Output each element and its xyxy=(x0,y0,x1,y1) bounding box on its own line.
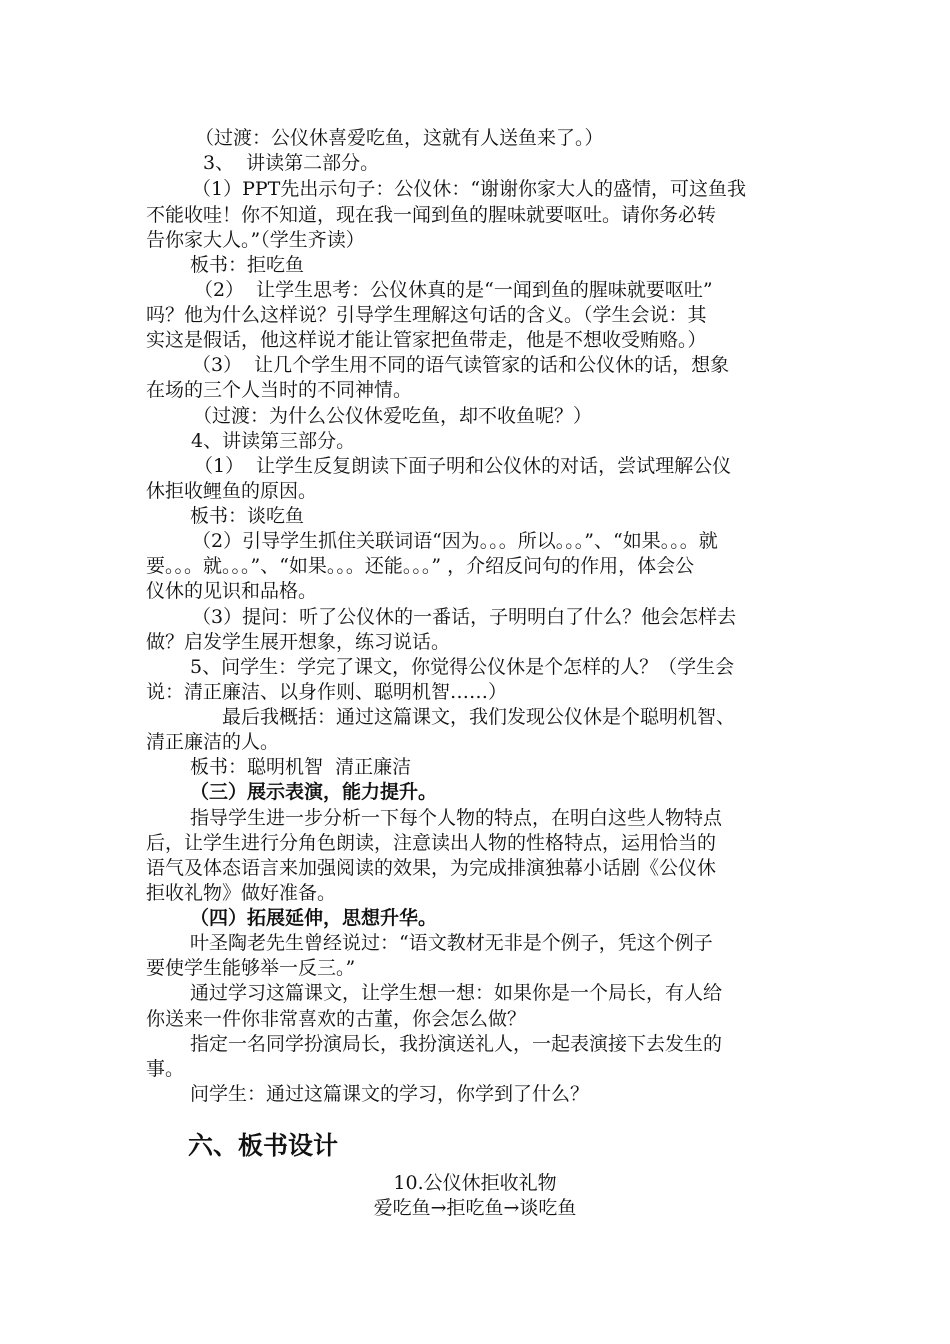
text-line: 做？启发学生展开想象，练习说话。 xyxy=(146,631,451,653)
text-line: 板书：拒吃鱼 xyxy=(190,254,305,276)
text-line: 语气及体态语言来加强阅读的效果，为完成排演独幕小话剧《公仪休 xyxy=(146,857,717,879)
text-line: 清正廉洁的人。 xyxy=(146,731,280,753)
text-line: （2）引导学生抓住关联词语“因为。。。所以。。。”、“如果。。。就 xyxy=(192,530,718,552)
subsection-heading: （三）展示表演，能力提升。 xyxy=(190,781,438,803)
text-line: 叶圣陶老先生曾经说过：“语文教材无非是个例子，凭这个例子 xyxy=(190,932,713,954)
text-line: 休拒收鲤鱼的原因。 xyxy=(146,480,318,502)
text-line: 仪休的见识和品格。 xyxy=(146,580,318,602)
text-line: 你送来一件你非常喜欢的古董，你会怎么做？ xyxy=(146,1008,527,1030)
text-line: （1） 让学生反复朗读下面子明和公仪休的对话，尝试理解公仪 xyxy=(194,455,732,477)
text-line: （1）PPT先出示句子：公仪休：“谢谢你家大人的盛情，可这鱼我 xyxy=(192,178,747,200)
text-line: 说：清正廉洁、以身作则、聪明机智……） xyxy=(146,681,508,703)
text-line: 3、 讲读第二部分。 xyxy=(203,152,380,174)
text-line: 板书：谈吃鱼 xyxy=(190,505,305,527)
text-line: 告你家大人。”（学生齐读） xyxy=(146,229,365,251)
text-line: 问学生：通过这篇课文的学习，你学到了什么？ xyxy=(190,1083,590,1105)
subsection-heading: （四）拓展延伸，思想升华。 xyxy=(190,907,438,929)
text-line: 实这是假话，他这样说才能让管家把鱼带走，他是不想收受贿赂。） xyxy=(146,329,707,351)
text-line: 板书：聪明机智 清正廉洁 xyxy=(190,756,412,778)
text-line: 吗？他为什么这样说？引导学生理解这句话的含义。（学生会说：其 xyxy=(146,304,707,326)
text-line: （2） 让学生思考：公仪休真的是“一闻到鱼的腥味就要呕吐” xyxy=(194,279,713,301)
text-line: 4、讲读第三部分。 xyxy=(191,430,356,452)
text-line: （3） 让几个学生用不同的语气读管家的话和公仪休的话，想象 xyxy=(192,354,730,376)
text-line: （过渡：公仪休喜爱吃鱼，这就有人送鱼来了。） xyxy=(195,127,604,149)
text-line: 事。 xyxy=(146,1058,185,1080)
board-flow: 爱吃鱼→拒吃鱼→谈吃鱼 xyxy=(373,1197,577,1219)
text-line: （3）提问：听了公仪休的一番话，子明明白了什么？他会怎样去 xyxy=(192,606,737,628)
text-line: 拒收礼物》做好准备。 xyxy=(146,882,337,904)
text-line: 通过学习这篇课文，让学生想一想：如果你是一个局长，有人给 xyxy=(190,982,723,1004)
text-line: 5、问学生：学完了课文，你觉得公仪休是个怎样的人？（学生会 xyxy=(190,656,735,678)
text-line: 后，让学生进行分角色朗读，注意读出人物的性格特点，运用恰当的 xyxy=(146,832,717,854)
text-line: 在场的三个人当时的不同神情。 xyxy=(146,379,413,401)
text-line: 指定一名同学扮演局长，我扮演送礼人，一起表演接下去发生的 xyxy=(190,1033,723,1055)
text-line: （过渡：为什么公仪休爱吃鱼，却不收鱼呢？） xyxy=(193,405,593,427)
text-line: 要。。。就。。。”、“如果。。。还能。。。” ，介绍反问句的作用，体会公 xyxy=(146,555,695,577)
text-line: 指导学生进一步分析一下每个人物的特点，在明白这些人物特点 xyxy=(190,807,723,829)
board-title: 10.公仪休拒收礼物 xyxy=(393,1172,557,1194)
section-heading: 六、板书设计 xyxy=(188,1131,339,1160)
text-line: 最后我概括：通过这篇课文，我们发现公仪休是个聪明机智、 xyxy=(222,706,736,728)
text-line: 不能收哇！你不知道，现在我一闻到鱼的腥味就要呕吐。请你务必转 xyxy=(146,204,717,226)
text-line: 要使学生能够举一反三。” xyxy=(146,957,356,979)
